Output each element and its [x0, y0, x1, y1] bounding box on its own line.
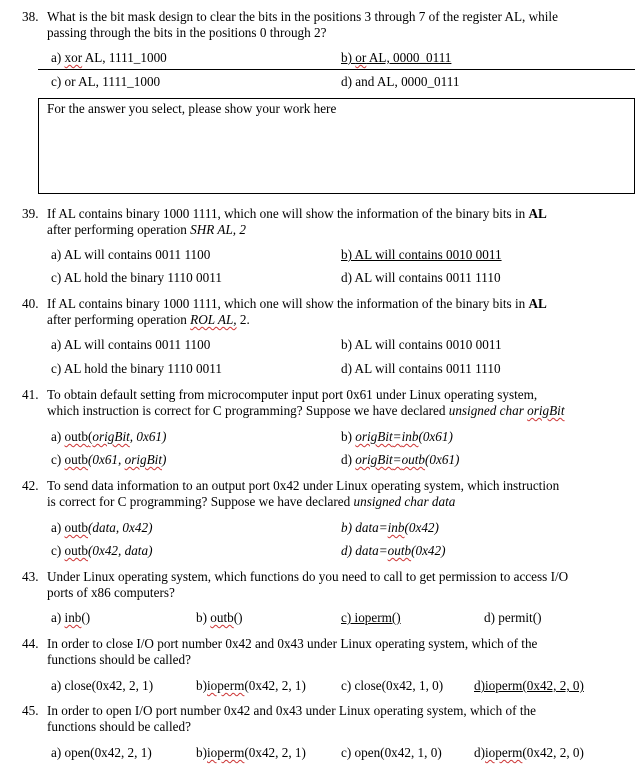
q40-option-c[interactable]: c) AL hold the binary 1110 0011 — [51, 361, 222, 376]
q41-d-fn: outb — [401, 452, 426, 467]
q41-b-prefix: b) — [341, 429, 356, 444]
q38-a-rest: AL, 1111_1000 — [82, 50, 167, 65]
q38-a-prefix: a) — [51, 50, 65, 65]
q41-d-eq: = — [392, 452, 402, 467]
q41-d-lhs: origBit — [355, 452, 393, 467]
q38-option-c[interactable]: c) or AL, 1111_1000 — [51, 74, 161, 89]
q45-option-b[interactable] — [196, 745, 306, 761]
q42-c-prefix: c) — [51, 543, 65, 558]
q44-d-rest: (0x42, 2, 0) — [522, 678, 584, 693]
q42-b-prefix: b) data= — [341, 520, 388, 535]
q41-option-d[interactable] — [341, 452, 459, 468]
q39-text-line2 — [47, 222, 246, 238]
q42-b-rest: (0x42) — [404, 520, 439, 535]
q40-line2-post: 2. — [236, 312, 250, 327]
q42-a-fn: outb — [64, 520, 88, 535]
q42-a-prefix: a) — [51, 520, 65, 535]
q38-option-a[interactable] — [51, 50, 167, 66]
q42-option-a[interactable] — [51, 520, 152, 536]
q45-text-line2: functions should be called? — [47, 719, 191, 734]
q42-option-d[interactable] — [341, 543, 446, 559]
q45-number: 45. — [22, 703, 39, 718]
q44-d-prefix: d) — [474, 678, 485, 693]
q45-d-prefix: d) — [474, 745, 485, 760]
q38-b-rest: AL, 0000_0111 — [366, 50, 452, 65]
q42-a-rest: (data, 0x42) — [88, 520, 153, 535]
q45-option-d[interactable] — [474, 745, 584, 761]
q39-number: 39. — [22, 206, 39, 221]
q38-a-xor: xor — [64, 50, 83, 65]
q39-option-b[interactable]: b) AL will contains 0010 0011 — [341, 247, 502, 262]
q43-a-prefix: a) — [51, 610, 65, 625]
q42-d-fn: outb — [387, 543, 412, 558]
q44-option-a[interactable]: a) close(0x42, 2, 1) — [51, 678, 154, 693]
q41-a-paren: ( — [88, 429, 93, 444]
q41-c-mid: (0x61, — [88, 452, 125, 467]
q40-line2-text: after performing operation — [47, 312, 191, 327]
q39-line1-al: AL — [528, 206, 547, 221]
q39-line1-text: If AL contains binary 1000 1111, which one will show the information of the binary bits in — [47, 206, 529, 221]
q39-option-a[interactable]: a) AL will contains 0011 1100 — [51, 247, 211, 262]
q40-option-a[interactable]: a) AL will contains 0011 1100 — [51, 337, 211, 352]
q39-option-d[interactable]: d) AL will contains 0011 1110 — [341, 270, 501, 285]
q45-b-rest: (0x42, 2, 1) — [244, 745, 306, 760]
q43-text-line2: ports of x86 computers? — [47, 585, 175, 600]
q41-c-prefix: c) — [51, 452, 65, 467]
q41-b-lhs: origBit — [355, 429, 393, 444]
q38-number: 38. — [22, 9, 39, 24]
q41-b-eq: = — [392, 429, 402, 444]
q42-text-line2 — [47, 494, 455, 510]
q42-line2-decl: unsigned char data — [353, 494, 456, 509]
q41-option-a[interactable] — [51, 429, 166, 445]
q44-b-prefix: b) — [196, 678, 207, 693]
q44-number: 44. — [22, 636, 39, 651]
q40-option-d[interactable]: d) AL will contains 0011 1110 — [341, 361, 501, 376]
q42-c-rest: (0x42, data) — [88, 543, 153, 558]
q41-line2-var: origBit — [527, 403, 565, 418]
q44-text-line1: In order to close I/O port number 0x42 and 0x43 under Linux operating system, which of the — [47, 636, 538, 651]
q45-d-rest: (0x42, 2, 0) — [522, 745, 584, 760]
q44-option-d[interactable] — [474, 678, 584, 694]
q40-operation: ROL AL, — [190, 312, 237, 327]
q41-option-c[interactable] — [51, 452, 166, 468]
q41-d-prefix: d) — [341, 452, 356, 467]
q38-b-or: or — [355, 50, 367, 65]
q45-b-fn: ioperm — [207, 745, 245, 760]
q40-text-line2 — [47, 312, 250, 328]
q45-b-prefix: b) — [196, 745, 207, 760]
q40-line1-text: If AL contains binary 1000 1111, which one will show the information of the binary bits in — [47, 296, 529, 311]
q42-text-line1: To send data information to an output port 0x42 under Linux operating system, which instruction — [47, 478, 560, 493]
q40-option-b[interactable]: b) AL will contains 0010 0011 — [341, 337, 502, 352]
q38-option-d[interactable]: d) and AL, 0000_0111 — [341, 74, 460, 89]
q42-c-fn: outb — [64, 543, 88, 558]
q43-a-fn: inb — [64, 610, 82, 625]
q41-c-rest: ) — [162, 452, 167, 467]
q41-line2-type: unsigned char — [448, 403, 528, 418]
q43-b-fn: outb — [210, 610, 234, 625]
q44-option-c[interactable]: c) close(0x42, 1, 0) — [341, 678, 444, 693]
q43-option-b[interactable] — [196, 610, 243, 626]
q39-operation: SHR AL, 2 — [190, 222, 246, 237]
q38-text-line1: What is the bit mask design to clear the bits in the positions 3 through 7 of the register AL, while — [47, 9, 558, 24]
q42-option-c[interactable] — [51, 543, 152, 559]
q41-a-arg: origBit — [92, 429, 130, 444]
q44-text-line2: functions should be called? — [47, 652, 191, 667]
q45-option-a[interactable]: a) open(0x42, 2, 1) — [51, 745, 152, 760]
q43-a-rest: () — [81, 610, 91, 625]
q41-text-line1: To obtain default setting from microcomputer input port 0x61 under Linux operating system, — [47, 387, 538, 402]
q45-d-fn: ioperm — [485, 745, 523, 760]
q40-number: 40. — [22, 296, 39, 311]
q40-line1-al: AL — [528, 296, 547, 311]
q38-b-prefix: b) — [341, 50, 356, 65]
q42-d-rest: (0x42) — [411, 543, 446, 558]
q42-number: 42. — [22, 478, 39, 493]
q41-number: 41. — [22, 387, 39, 402]
q38-text-line2: passing through the bits in the positions 0 through 2? — [47, 25, 327, 40]
q38-option-b[interactable] — [341, 50, 451, 66]
q41-line2-text: which instruction is correct for C programming? Suppose we have declared — [47, 403, 449, 418]
q38-options-divider — [38, 69, 635, 70]
q44-b-fn: ioperm — [207, 678, 245, 693]
q45-option-c[interactable]: c) open(0x42, 1, 0) — [341, 745, 442, 760]
q44-d-fn: ioperm — [485, 678, 523, 693]
q41-option-b[interactable] — [341, 429, 453, 445]
q43-number: 43. — [22, 569, 39, 584]
q41-b-rest: (0x61) — [418, 429, 453, 444]
q38-work-prompt: For the answer you select, please show your work here — [47, 101, 337, 116]
q44-b-rest: (0x42, 2, 1) — [244, 678, 306, 693]
q41-b-fn: inb — [401, 429, 419, 444]
q39-line2-text: after performing operation — [47, 222, 191, 237]
q43-b-rest: () — [233, 610, 243, 625]
q43-option-c[interactable]: c) ioperm() — [341, 610, 401, 625]
q42-b-fn: inb — [387, 520, 405, 535]
q43-text-line1: Under Linux operating system, which functions do you need to call to get permission to access I/O — [47, 569, 569, 584]
q42-option-b[interactable] — [341, 520, 439, 536]
q43-option-a[interactable] — [51, 610, 90, 626]
q41-d-rest: (0x61) — [425, 452, 460, 467]
q41-a-prefix: a) — [51, 429, 65, 444]
q43-b-prefix: b) — [196, 610, 211, 625]
q41-c-fn: outb — [64, 452, 88, 467]
q43-option-d[interactable]: d) permit() — [484, 610, 542, 625]
q42-line2-text: is correct for C programming? Suppose we have declared — [47, 494, 354, 509]
q41-a-fn: outb — [64, 429, 88, 444]
q45-text-line1: In order to open I/O port number 0x42 and 0x43 under Linux operating system, which of the — [47, 703, 536, 718]
q40-text-line1 — [47, 296, 547, 312]
q41-c-arg: origBit — [124, 452, 162, 467]
q44-option-b[interactable] — [196, 678, 306, 694]
q39-option-c[interactable]: c) AL hold the binary 1110 0011 — [51, 270, 222, 285]
q39-text-line1 — [47, 206, 547, 222]
q41-a-rest: , 0x61) — [129, 429, 167, 444]
q41-text-line2 — [47, 403, 565, 419]
q42-d-prefix: d) data= — [341, 543, 388, 558]
